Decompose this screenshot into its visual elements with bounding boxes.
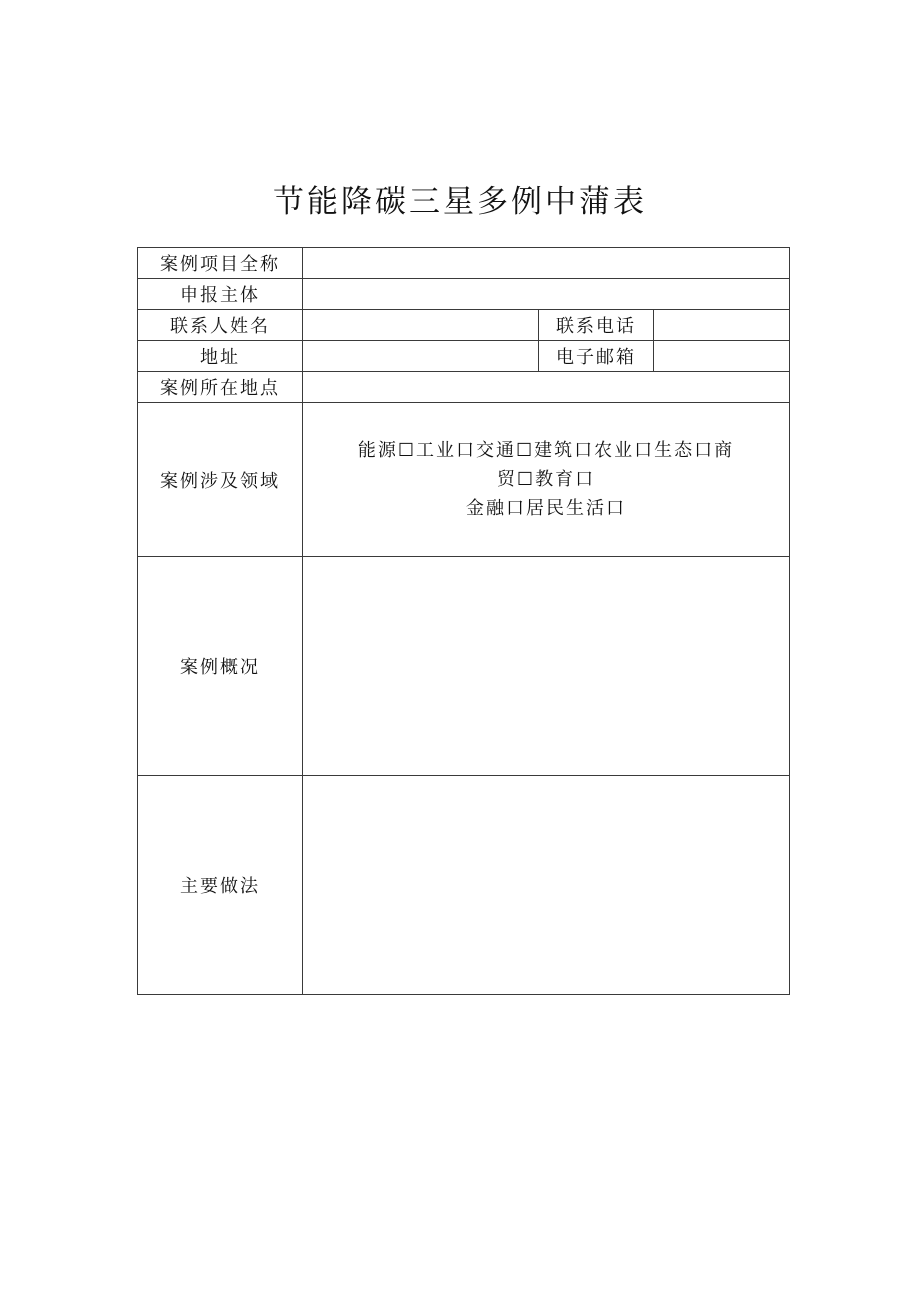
project-name-label: 案例项目全称: [138, 248, 303, 279]
address-field[interactable]: [303, 341, 539, 372]
practices-label: 主要做法: [138, 776, 303, 995]
application-form-table: [137, 247, 790, 995]
row-domains: [138, 403, 790, 557]
row-practices: [138, 776, 790, 995]
email-field[interactable]: [654, 341, 790, 372]
row-location: [138, 372, 790, 403]
page-title: 节能降碳三星多例中蒲表: [273, 184, 647, 220]
location-field[interactable]: [303, 372, 790, 403]
domain-label: 案例涉及领域: [138, 403, 303, 557]
overview-field[interactable]: [303, 557, 790, 776]
overview-label: 案例概况: [138, 557, 303, 776]
phone-label: 联系电话: [539, 310, 654, 341]
row-project-name: [138, 248, 790, 279]
domain-options-line-1[interactable]: 能源☐工业口交通☐建筑口农业口生态口商: [357, 440, 735, 461]
domain-options-line-2[interactable]: 贸☐教育口: [496, 469, 596, 490]
row-address: [138, 341, 790, 372]
applicant-label: 申报主体: [138, 279, 303, 310]
location-label: 案例所在地点: [138, 372, 303, 403]
address-label: 地址: [138, 341, 303, 372]
phone-field[interactable]: [654, 310, 790, 341]
email-label: 电子邮箱: [539, 341, 654, 372]
project-name-field[interactable]: [303, 248, 790, 279]
contact-name-field[interactable]: [303, 310, 539, 341]
row-overview: [138, 557, 790, 776]
row-applicant: [138, 279, 790, 310]
row-contact: [138, 310, 790, 341]
domain-options-line-3[interactable]: 金融口居民生活口: [466, 498, 626, 519]
practices-field[interactable]: [303, 776, 790, 995]
applicant-field[interactable]: [303, 279, 790, 310]
contact-name-label: 联系人姓名: [138, 310, 303, 341]
domain-checkbox-group[interactable]: [303, 403, 790, 557]
